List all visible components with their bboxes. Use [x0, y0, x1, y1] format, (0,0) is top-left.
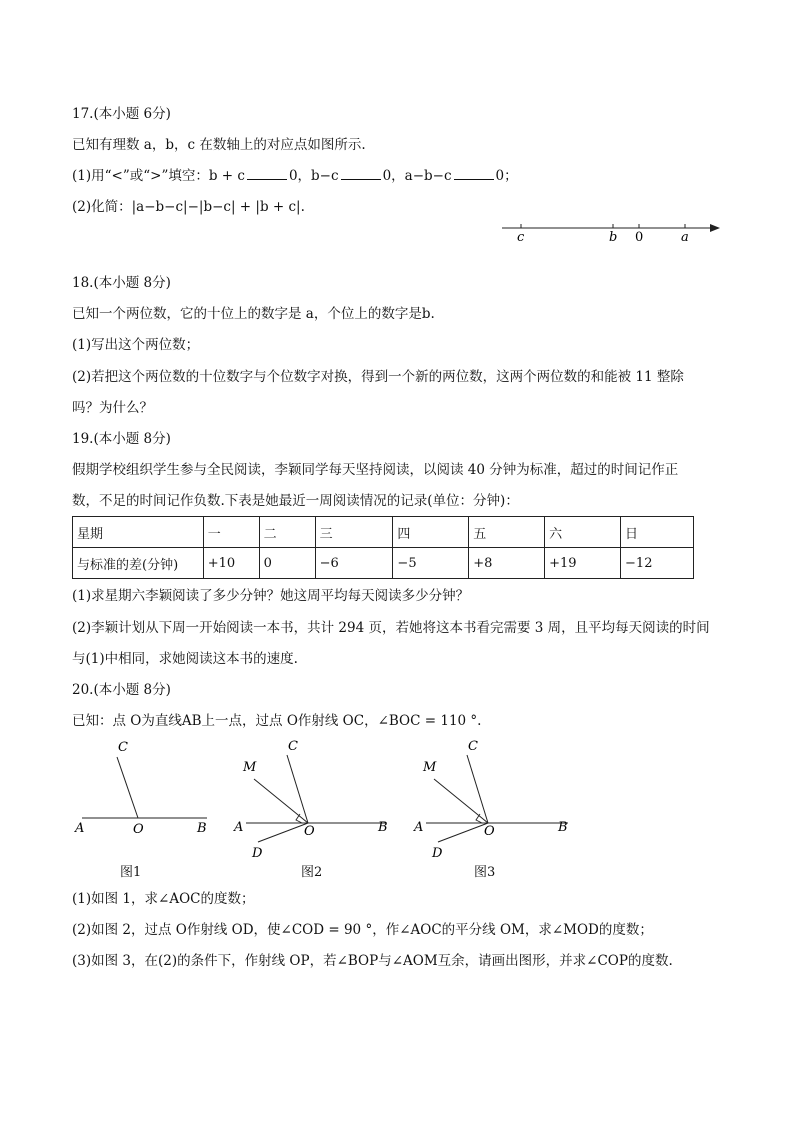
label-b: B	[378, 820, 388, 835]
q18-stem: 已知一个两位数，它的十位上的数字是 a，个位上的数字是b.	[72, 306, 435, 322]
table-cell: 三	[315, 517, 393, 548]
table-cell: −12	[621, 548, 694, 579]
q17-stem: 已知有理数 a，b，c 在数轴上的对应点如图所示.	[72, 137, 366, 153]
q17-part1-a: 0，b−c	[288, 168, 339, 184]
figure-2	[232, 735, 392, 860]
number-line-figure	[500, 218, 730, 246]
q17-part1	[72, 167, 518, 185]
label-b: B	[558, 820, 568, 835]
table-header-row	[73, 517, 694, 548]
label-c: C	[118, 740, 128, 755]
q17-part2: (2)化简：|a−b−c|−|b−c| + |b + c|.	[72, 199, 305, 215]
table-cell: 星期	[73, 517, 204, 548]
table-cell: 日	[621, 517, 694, 548]
q20-stem: 已知：点 O为直线AB上一点，过点 O作射线 OC，∠BOC = 110 °.	[72, 713, 482, 729]
answer-blank[interactable]	[247, 167, 287, 180]
q17-part1-c: 0；	[495, 168, 518, 184]
q18-part1: (1)写出这个两位数；	[72, 337, 200, 353]
figure-3	[412, 735, 577, 860]
label-o: O	[304, 824, 315, 839]
label-a: A	[414, 820, 424, 835]
label-c: C	[288, 739, 298, 754]
q19-part1: (1)求星期六李颖阅读了多少分钟？她这周平均每天阅读多少分钟？	[72, 588, 470, 604]
q20-part2: (2)如图 2，过点 O作射线 OD，使∠COD = 90 °，作∠AOC的平分线 OM，求∠MOD的度数；	[72, 922, 653, 938]
reading-table	[72, 516, 694, 579]
label-o: O	[484, 824, 495, 839]
label-b: B	[197, 821, 207, 836]
table-cell: +19	[545, 548, 621, 579]
table-cell: +10	[203, 548, 259, 579]
q17-title: 17.(本小题 6分)	[72, 106, 171, 122]
arrow-icon	[710, 224, 720, 232]
table-cell: 一	[203, 517, 259, 548]
q17-part1-prefix: (1)用“<”或“>”填空：b + c	[72, 168, 245, 184]
q19-part2-line2: 与(1)中相同，求她阅读这本书的速度.	[72, 651, 298, 667]
q19-title: 19.(本小题 8分)	[72, 431, 171, 447]
q17-part1-b: 0，a−b−c	[382, 168, 452, 184]
table-cell: 四	[393, 517, 469, 548]
table-cell: 二	[259, 517, 315, 548]
q20-title: 20.(本小题 8分)	[72, 682, 171, 698]
table-cell: 六	[545, 517, 621, 548]
q19-part2-line1: (2)李颖计划从下周一开始阅读一本书，共计 294 页，若她将这本书看完需要 3 周，且平均每天阅读的时间	[72, 620, 710, 636]
label-m: M	[423, 760, 437, 775]
q20-part3: (3)如图 3，在(2)的条件下，作射线 OP，若∠BOP与∠AOM互余，请画出图形，并求∠COP的度数.	[72, 953, 673, 969]
figure-1	[72, 735, 217, 840]
q18-part2-line1: (2)若把这个两位数的十位数字与个位数字对换，得到一个新的两位数，这两个两位数的和能被 11 整除	[72, 369, 684, 385]
origin-label: 0	[635, 230, 644, 245]
answer-blank[interactable]	[454, 167, 494, 180]
table-cell: −6	[315, 548, 393, 579]
answer-blank[interactable]	[341, 167, 381, 180]
q19-stem-line2: 数，不足的时间记作负数.下表是她最近一周阅读情况的记录(单位：分钟)：	[72, 493, 519, 509]
q18-part2-line2: 吗？为什么？	[72, 400, 153, 416]
table-row	[73, 548, 694, 579]
label-m: M	[243, 760, 257, 775]
point-b-label: b	[609, 230, 618, 245]
point-c-label: c	[517, 230, 525, 245]
table-cell: −5	[393, 548, 469, 579]
label-d: D	[252, 846, 263, 861]
point-a-label: a	[681, 230, 689, 245]
label-c: C	[468, 739, 478, 754]
table-cell: 0	[259, 548, 315, 579]
figure-1-caption: 图1	[120, 865, 142, 880]
table-cell: +8	[469, 548, 545, 579]
label-o: O	[133, 822, 144, 837]
figure-3-caption: 图3	[474, 865, 496, 880]
figure-2-caption: 图2	[301, 865, 323, 880]
table-cell: 五	[469, 517, 545, 548]
table-cell: 与标准的差(分钟)	[73, 548, 204, 579]
q19-stem-line1: 假期学校组织学生参与全民阅读，李颖同学每天坚持阅读，以阅读 40 分钟为标准，超过的时间记作正	[72, 462, 679, 478]
q18-title: 18.(本小题 8分)	[72, 275, 171, 291]
label-d: D	[432, 846, 443, 861]
label-a: A	[75, 821, 85, 836]
q20-part1: (1)如图 1，求∠AOC的度数；	[72, 891, 255, 907]
label-a: A	[234, 820, 244, 835]
